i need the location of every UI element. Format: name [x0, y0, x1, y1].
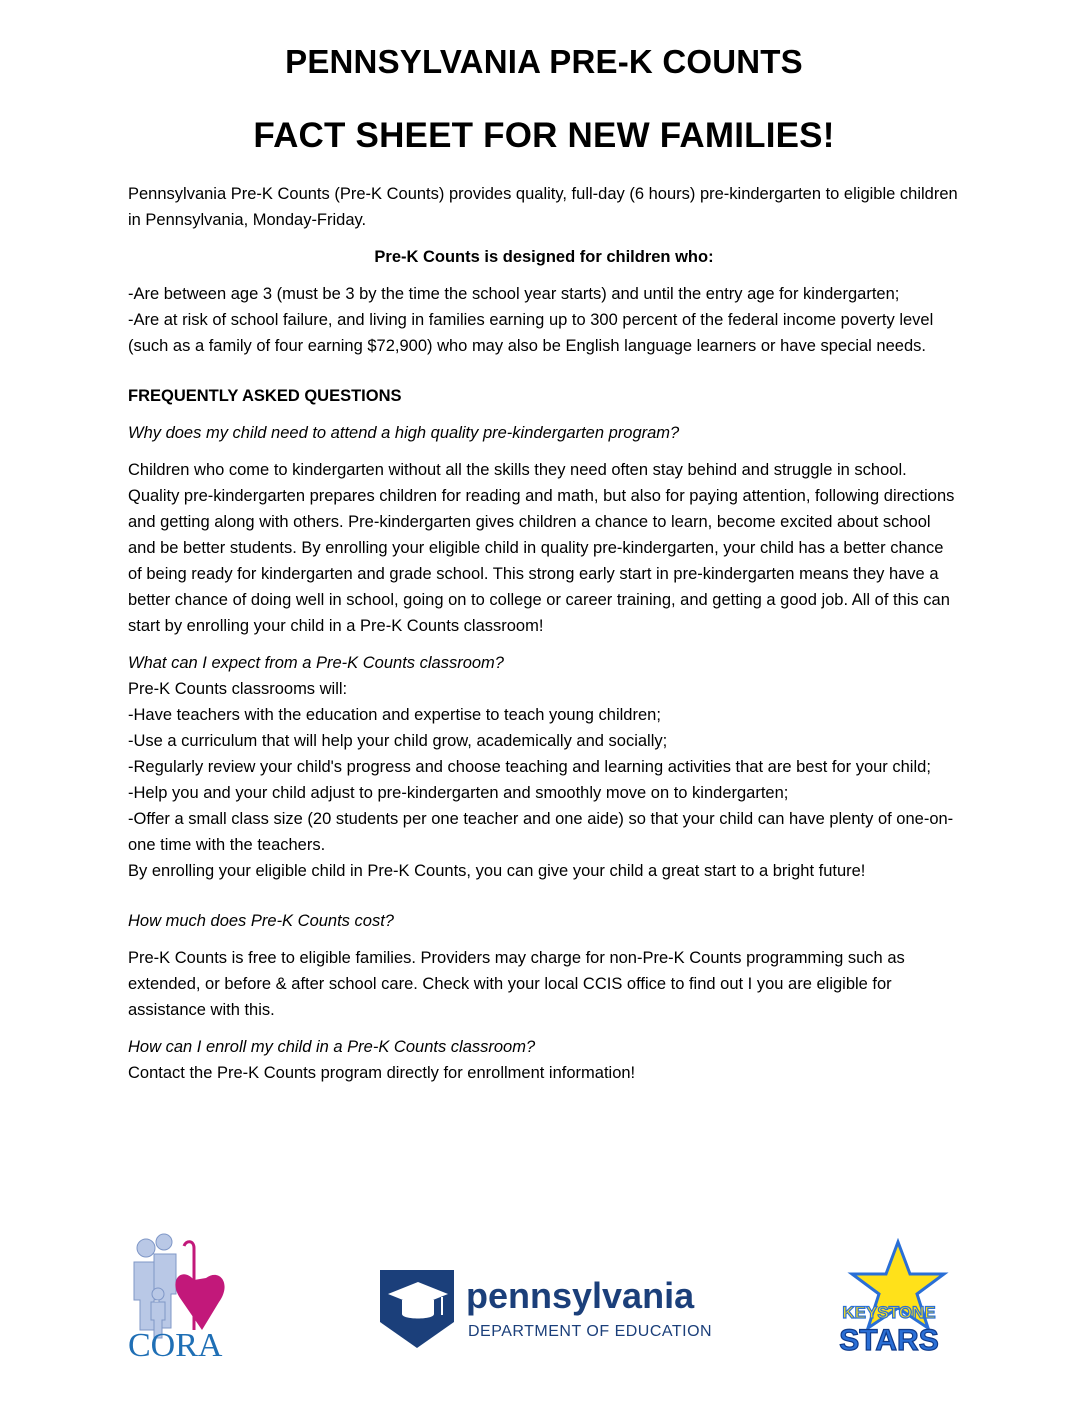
- cora-wordmark: CORA: [128, 1327, 223, 1362]
- faq-answer-intro: Pre-K Counts classrooms will:: [128, 680, 348, 698]
- faq-question: Why does my child need to attend a high quality pre-kindergarten program?: [128, 424, 680, 442]
- faq-block-classroom: [128, 650, 960, 884]
- page-title-line1: PENNSYLVANIA PRE-K COUNTS: [285, 43, 803, 80]
- faq-answer-item: -Regularly review your child's progress and choose teaching and learning activities that are best for your child;: [128, 758, 931, 776]
- document-body: [128, 181, 960, 1086]
- footer-logos: [0, 1230, 1088, 1370]
- intro-paragraph: Pennsylvania Pre-K Counts (Pre-K Counts) provides quality, full-day (6 hours) pre-kindergarten to eligible children in Pennsylvania, Monday-Friday.: [128, 185, 958, 229]
- faq-answer: Pre-K Counts is free to eligible families. Providers may charge for non-Pre-K Counts programming such as extended, or before & after school care. Check with your local CCIS office to find out I you are eligible for assistance with this.: [128, 949, 905, 1019]
- designed-heading: Pre-K Counts is designed for children who:: [374, 248, 714, 266]
- stars-keystone-text: KEYSTONE: [842, 1303, 936, 1322]
- faq-heading: FREQUENTLY ASKED QUESTIONS: [128, 387, 402, 405]
- faq-answer-item: -Help you and your child adjust to pre-kindergarten and smoothly move on to kindergarten;: [128, 784, 789, 802]
- faq-block-enroll: [128, 1034, 960, 1086]
- pde-department: DEPARTMENT OF EDUCATION: [468, 1323, 713, 1340]
- faq-answer-item: -Use a curriculum that will help your child grow, academically and socially;: [128, 732, 668, 750]
- criteria-item: -Are between age 3 (must be 3 by the time the school year starts) and until the entry age for kindergarten;: [128, 285, 900, 303]
- faq-answer-outro: By enrolling your eligible child in Pre-K Counts, you can give your child a great start to a bright future!: [128, 862, 866, 880]
- keystone-stars-logo: [818, 1238, 960, 1360]
- faq-question: What can I expect from a Pre-K Counts classroom?: [128, 654, 504, 672]
- cora-logo: [124, 1232, 244, 1362]
- faq-answer-item: -Have teachers with the education and expertise to teach young children;: [128, 706, 661, 724]
- faq-answer: Contact the Pre-K Counts program directly for enrollment information!: [128, 1064, 636, 1082]
- stars-stars-text: STARS: [839, 1324, 939, 1357]
- pde-logo: [374, 1262, 719, 1352]
- pde-name: pennsylvania: [466, 1275, 695, 1316]
- faq-question: How much does Pre-K Counts cost?: [128, 912, 394, 930]
- page-title-line2: FACT SHEET FOR NEW FAMILIES!: [253, 116, 835, 155]
- faq-answer-item: -Offer a small class size (20 students per one teacher and one aide) so that your child can have plenty of one-on-one time with the teachers.: [128, 810, 954, 854]
- criteria-list: [128, 281, 960, 359]
- criteria-item: -Are at risk of school failure, and living in families earning up to 300 percent of the federal income poverty level (such as a family of four earning $72,900) who may also be English language learners or have special needs.: [128, 311, 934, 355]
- faq-question: How can I enroll my child in a Pre-K Counts classroom?: [128, 1038, 536, 1056]
- faq-answer: Children who come to kindergarten without all the skills they need often stay behind and struggle in school. Quality pre-kindergarten prepares children for reading and math, but also for paying attention, following directions and getting along with others. Pre-kindergarten gives children a chance to learn, become excited about school and be better students. By enrolling your eligible child in quality pre-kindergarten, your child has a better chance of being ready for kindergarten and grade school. This strong early start in pre-kindergarten means they have a better chance of doing well in school, going on to college or career training, and getting a good job. All of this can start by enrolling your child in a Pre-K Counts classroom!: [128, 461, 955, 635]
